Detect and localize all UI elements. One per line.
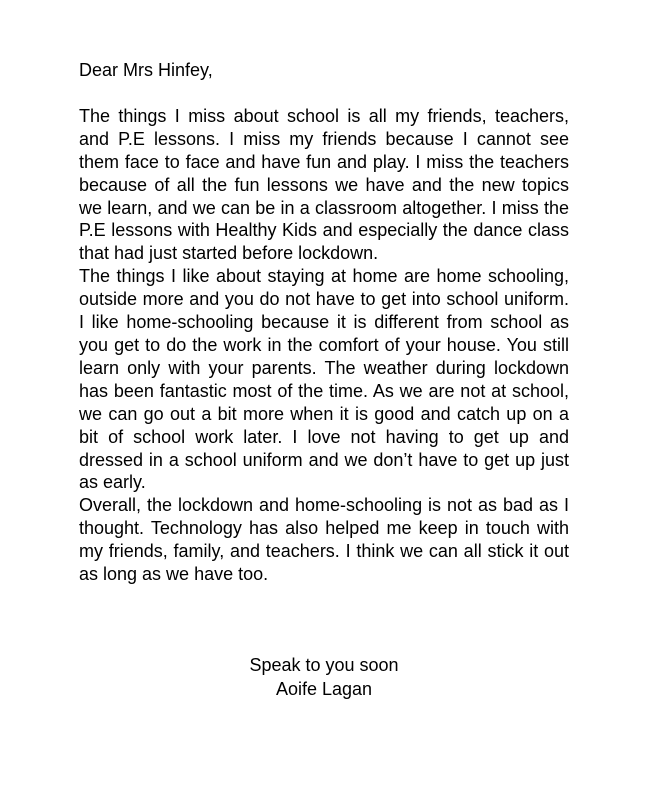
paragraph-miss-school: The things I miss about school is all my friends, teachers, and P.E lessons. I miss my friends because I cannot see them face to face and have fun and play. I miss the teachers because of all the fun lessons we have and the new topics we learn, and we can be in a classroom altogether. I miss the P.E lessons with Healthy Kids and especially the dance class that had just started before lockdown. (79, 105, 569, 264)
signature: Aoife Lagan (275, 679, 373, 699)
paragraph-overall: Overall, the lockdown and home-schooling is not as bad as I thought. Technology has also helped me keep in touch with my friends, family, and teachers. I think we can all stick it out as long as we have too. (79, 495, 569, 585)
letter-body (79, 59, 569, 586)
letter-closing (79, 653, 569, 701)
closing-line: Speak to you soon (249, 655, 399, 675)
salutation: Dear Mrs Hinfey, (79, 60, 213, 80)
paragraph-like-home: The things I like about staying at home are home schooling, outside more and you do not have to get into school uniform. I like home-schooling because it is different from school as you get to do the work in the comfort of your house. You still learn only with your parents. The weather during lockdown has been fantastic most of the time. As we are not at school, we can go out a bit more when it is good and catch up on a bit of school work later. I love not having to get up and dressed in a school uniform and we don’t have to get up just as early. (79, 266, 569, 493)
